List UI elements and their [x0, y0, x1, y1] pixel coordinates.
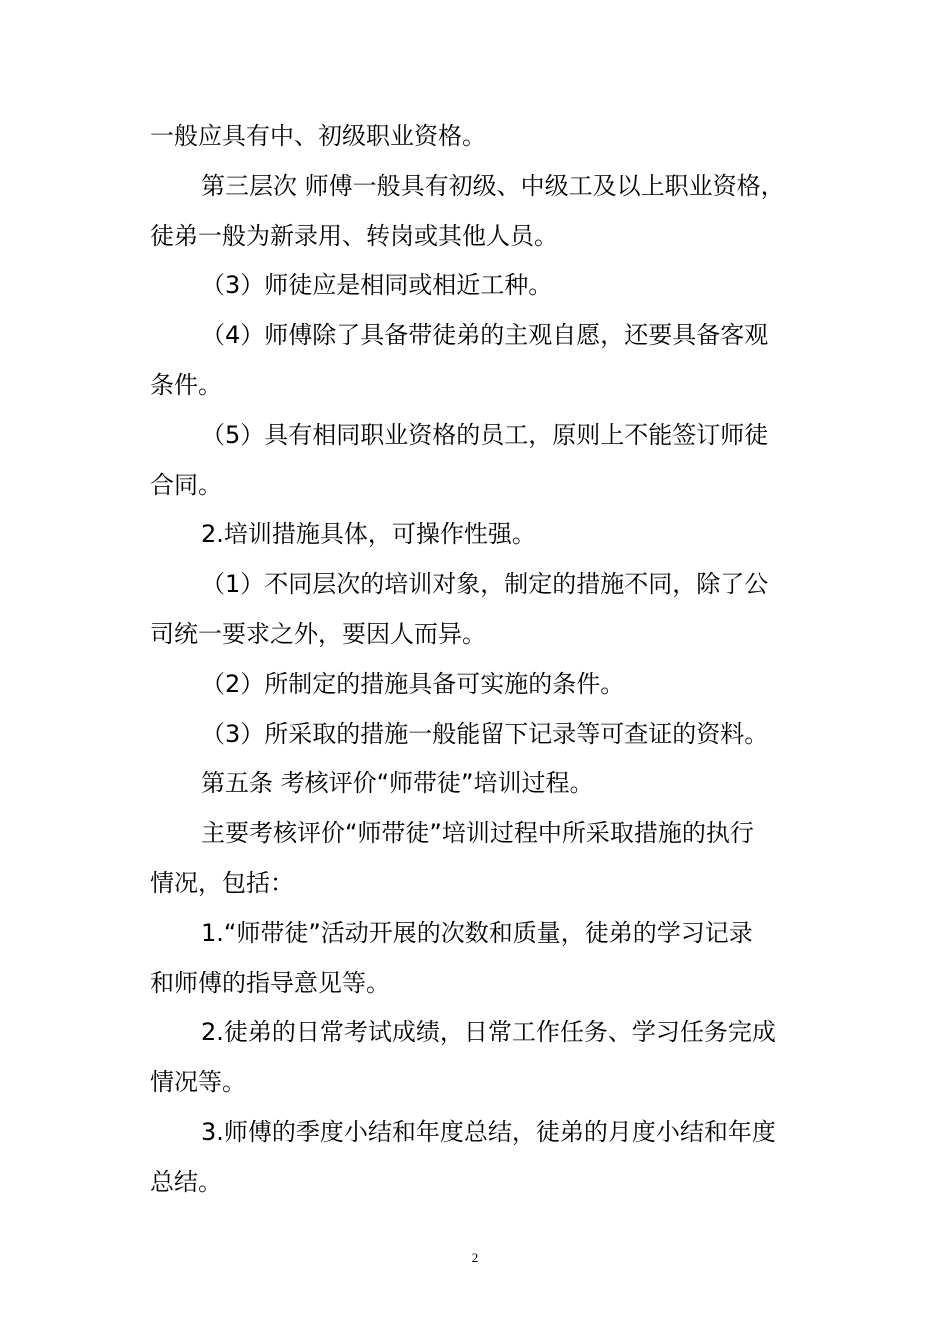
text-line: 情况等。	[150, 1068, 246, 1097]
text-line: 第三层次 师傅一般具有初级、中级工及以上职业资格，	[201, 171, 785, 200]
text-line: 1.“师带徒”活动开展的次数和质量，徒弟的学习记录	[201, 918, 753, 947]
document-body	[150, 112, 802, 1208]
text-line: （2）所制定的措施具备可实施的条件。	[201, 669, 625, 698]
text-line: 3.师傅的季度小结和年度总结，徒弟的月度小结和年度	[201, 1117, 776, 1146]
text-line: 一般应具有中、初级职业资格。	[150, 122, 486, 150]
text-line: （3）师徒应是相同或相近工种。	[201, 271, 553, 300]
text-line: 2.培训措施具体，可操作性强。	[201, 520, 536, 549]
text-line: 徒弟一般为新录用、转岗或其他人员。	[150, 221, 558, 250]
text-line: （3）所采取的措施一般能留下记录等可查证的资料。	[201, 719, 769, 748]
text-line: 总结。	[150, 1167, 222, 1196]
text-line: 和师傅的指导意见等。	[150, 968, 390, 997]
text-line: 司统一要求之外，要因人而异。	[150, 619, 486, 648]
page-number: 2	[471, 1250, 479, 1265]
text-line: （4）师傅除了具备带徒弟的主观自愿，还要具备客观	[201, 321, 769, 350]
text-line: （5）具有相同职业资格的员工，原则上不能签订师徒	[201, 420, 769, 449]
text-line: 2.徒弟的日常考试成绩，日常工作任务、学习任务完成	[201, 1018, 776, 1047]
text-line: 条件。	[150, 370, 222, 399]
text-line: 合同。	[150, 470, 222, 499]
text-line: 情况，包括：	[150, 868, 294, 897]
section-heading: 第五条 考核评价“师带徒”培训过程。	[201, 769, 594, 798]
text-line: 主要考核评价“师带徒”培训过程中所采取措施的执行	[201, 819, 754, 848]
text-line: （1）不同层次的培训对象，制定的措施不同，除了公	[201, 570, 769, 599]
